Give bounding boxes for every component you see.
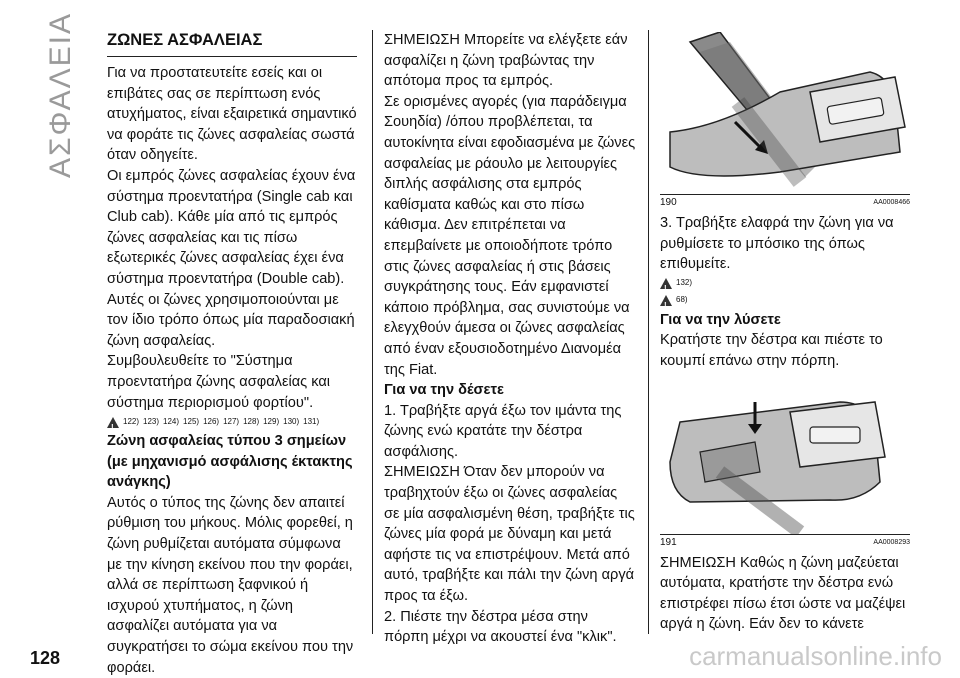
ref[interactable]: 127): [223, 416, 240, 426]
figure-code: AA0008466: [873, 199, 910, 206]
warning-triangle-icon: [107, 417, 119, 428]
subheading: Ζώνη ασφαλείας τύπου 3 σημείων (με μηχανισμό ασφάλισης έκτακτης ανάγκης): [107, 433, 353, 491]
paragraph: ΣΗΜΕΙΩΣΗ Καθώς η ζώνη μαζεύεται αυτόματα, κρατήστε την δέστρα ενώ επιστρέφει πίσω έτσι ώστε να μαζέψει αργά η ζώνη. Εάν δεν το κάνετε: [660, 554, 906, 633]
page-number: 128: [30, 648, 61, 668]
figure-caption: [660, 537, 910, 549]
subheading: Για να την λύσετε: [660, 311, 781, 328]
paragraph: Αυτές οι ζώνες χρησιμοποιούνται με τον ίδιο τρόπο όπως μία παραδοσιακή ζώνη ασφαλείας.: [107, 291, 355, 349]
ref[interactable]: 126): [203, 416, 220, 426]
paragraph: Οι εμπρός ζώνες ασφαλείας έχουν ένα σύστημα προεντατήρα (Single cab και Club cab). Κάθε μία από τις εμπρός ζώνες ασφαλείας και τις πίσω εξωτερικές ζώνες ασφαλείας έχει ένα σύστημα προεντατήρα (Double cab).: [107, 167, 356, 287]
figure-number: 191: [660, 536, 677, 548]
figure-190: [660, 32, 910, 195]
paragraph: Κρατήστε την δέστρα και πιέστε το κουμπί επάνω στην πόρπη.: [660, 332, 883, 369]
paragraph: 2. Πιέστε την δέστρα μέσα στην πόρπη μέχρι να ακουστεί ένα "κλικ".: [384, 608, 617, 646]
paragraph: Αυτός ο τύπος της ζώνης δεν απαιτεί ρύθμιση του μήκους. Μόλις φορεθεί, η ζώνη ρυθμίζεται αυτόματα σύμφωνα με την κίνηση εκείνου που την φοράει, αλλά σε περίπτωση ξαφνικού ή ισχυρού χτυπήματος, η ζώνη ασφαλίζει αυτόματα για να συγκρατήσει το σώμα εκείνου που την φοράει.: [107, 494, 354, 676]
ref[interactable]: 129): [263, 416, 280, 426]
seatbelt-release-illustration: [660, 382, 910, 534]
figure-number: 190: [660, 197, 677, 208]
paragraph: Σε ορισμένες αγορές (για παράδειγμα Σουηδία) /όπου προβλέπεται, τα αυτοκίνητα είναι εφοδιασμένα με ζώνες ασφαλείας με ράουλο με λειτουργίες διπλής ασφάλισης στα εμπρός καθίσματα καθώς και στο πίσω κάθισμα. Δεν επιτρέπεται να επεμβαίνετε με οποιοδήποτε τρόπο στις ζώνες ασφαλείας ή στις βάσεις συγκράτησης τους. Εάν εμφανιστεί κάποιο πρόβλημα, σας συνιστούμε να ελεγχθούν άμεσα οι ζώνες ασφαλείας από έναν εξουσιοδοτημένο Διανομέα της Fiat.: [384, 93, 636, 378]
warning-reference: [660, 276, 910, 292]
paragraph: 3. Τραβήξτε ελαφρά την ζώνη για να ρυθμίσετε το μπόσικο της όπως επιθυμείτε.: [660, 215, 894, 273]
ref[interactable]: 128): [243, 416, 260, 426]
warning-triangle-icon: [660, 278, 672, 289]
warning-triangle-icon: [660, 295, 672, 306]
column-2: [384, 30, 636, 648]
ref[interactable]: 123): [143, 416, 160, 426]
column-3: [660, 32, 910, 635]
section-heading: ΖΩΝΕΣ ΑΣΦΑΛΕΙΑΣ: [107, 30, 357, 57]
figure-code: AA0008293: [873, 538, 910, 546]
seatbelt-buckle-illustration: [660, 32, 910, 194]
ref[interactable]: 68): [676, 295, 688, 305]
subheading: Για να την δέσετε: [384, 382, 504, 399]
ref[interactable]: 132): [676, 278, 693, 288]
ref[interactable]: 122): [123, 416, 140, 426]
section-side-title: ΑΣΦΑΛΕΙΑ: [44, 11, 77, 178]
paragraph: 1. Τραβήξτε αργά έξω τον ιμάντα της ζώνης ενώ κρατάτε την δέστρα ασφάλισης.: [384, 402, 622, 460]
warning-reference: [660, 293, 910, 309]
figure-191: [660, 382, 910, 535]
ref[interactable]: 131): [303, 416, 320, 426]
watermark: carmanualsonline.info: [689, 641, 942, 671]
column-1: [107, 30, 357, 678]
ref[interactable]: 130): [283, 416, 300, 426]
column-divider: [372, 30, 373, 634]
paragraph: ΣΗΜΕΙΩΣΗ Όταν δεν μπορούν να τραβηχτούν έξω οι ζώνες ασφαλείας σε μία ασφαλισμένη θέση, τραβήξτε τις ζώνες μία φορά με δύναμη και μετά αφήστε τις να επιστρέψουν. Μετά από αυτό, τραβήξτε και πάλι την ζώνη αργά προς τα έξω.: [384, 464, 635, 605]
paragraph: Για να προστατευτείτε εσείς και οι επιβάτες σας σε περίπτωση ενός ατυχήματος, είναι εξαιρετικά σημαντικό να φοράτε τις ζώνες ασφαλείας σωστά όταν οδηγείτε.: [107, 65, 357, 164]
ref[interactable]: 124): [163, 416, 180, 426]
paragraph: Συμβουλευθείτε το "Σύστημα προεντατήρα ζώνης ασφαλείας και σύστημα περιορισμού φορτίου".: [107, 353, 331, 411]
warning-references: [107, 414, 357, 430]
column-divider: [648, 30, 649, 634]
figure-caption: [660, 197, 910, 209]
paragraph: ΣΗΜΕΙΩΣΗ Μπορείτε να ελέγξετε εάν ασφαλίζει η ζώνη τραβώντας την απότομα προς τα εμπρός.: [384, 32, 628, 90]
ref[interactable]: 125): [183, 416, 200, 426]
